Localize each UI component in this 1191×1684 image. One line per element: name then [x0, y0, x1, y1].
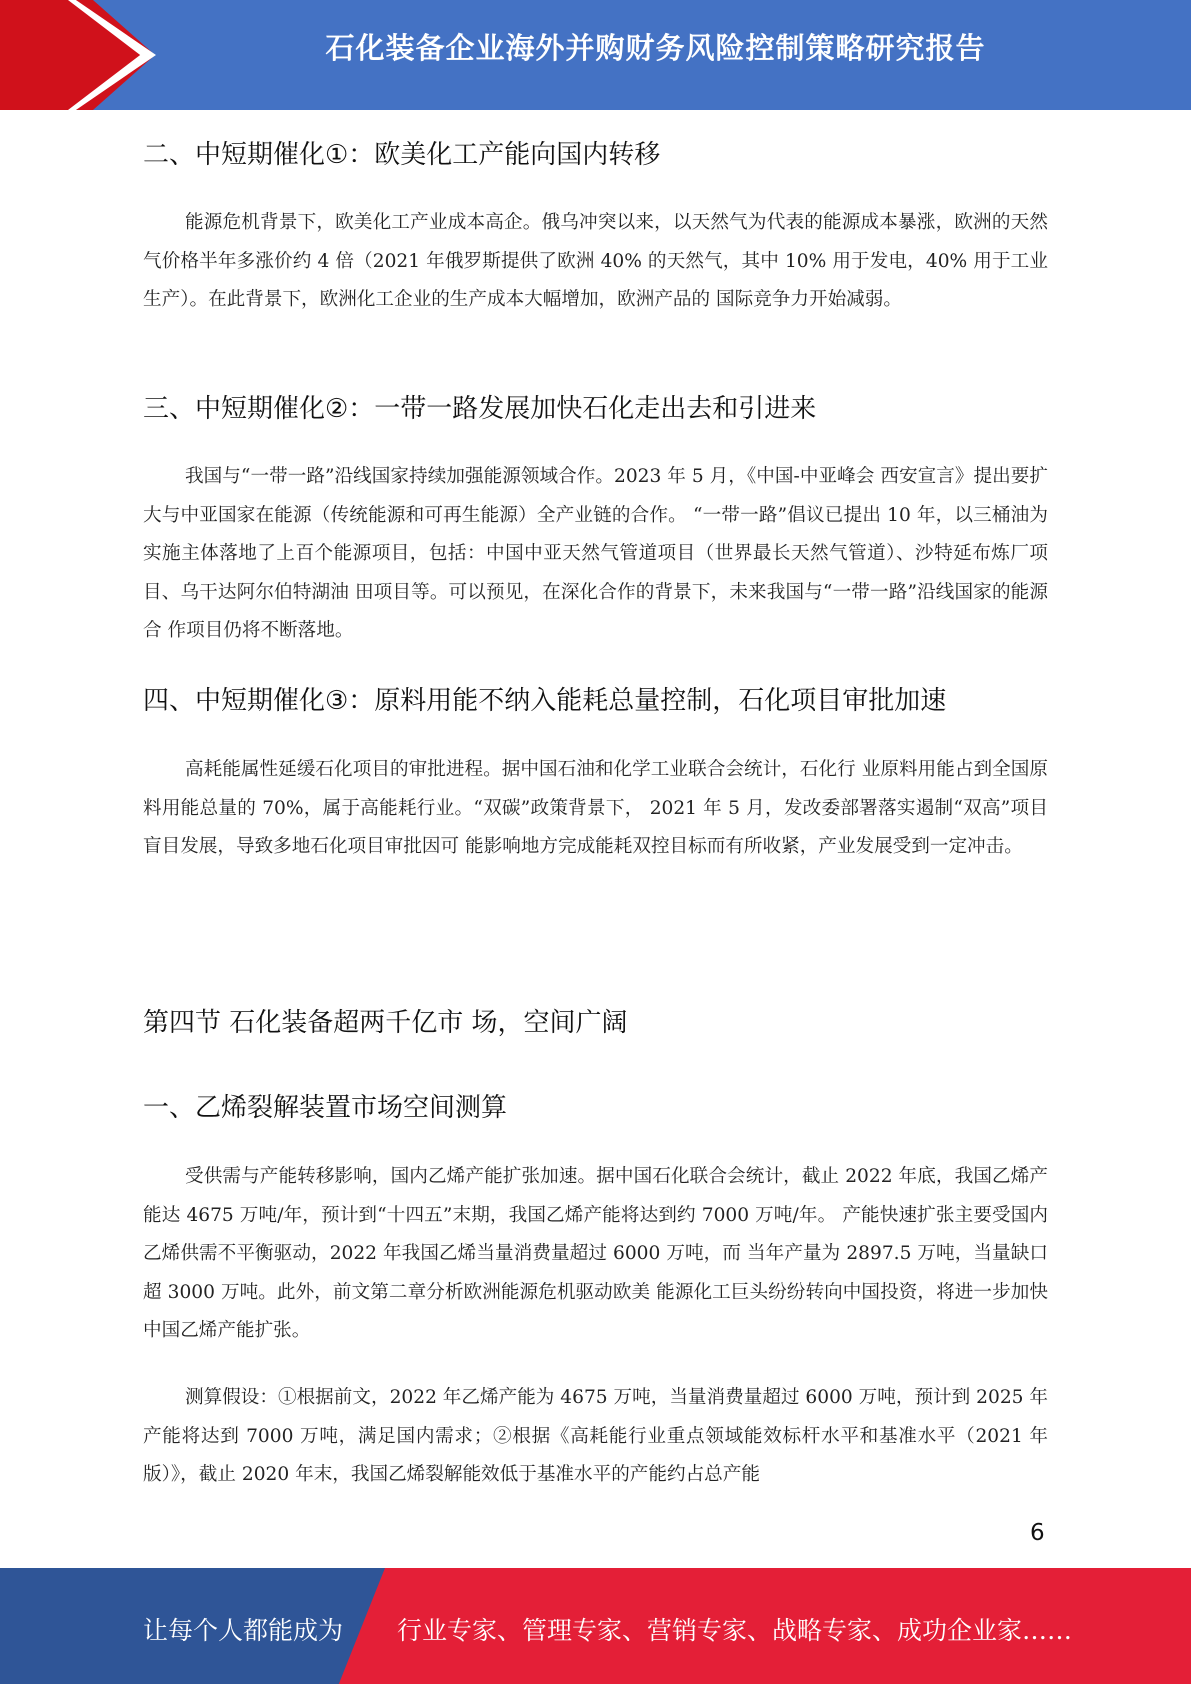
- footer-slogan-left: 让每个人都能成为: [143, 1616, 344, 1645]
- page-header: [0, 0, 1191, 110]
- section-heading-catalyst-3: 四、中短期催化③：原料用能不纳入能耗总量控制，石化项目审批加速: [143, 686, 947, 716]
- page-footer: [0, 1568, 1191, 1684]
- footer-slogan-right: 行业专家、管理专家、营销专家、战略专家、成功企业家……: [397, 1616, 1073, 1645]
- section-heading-catalyst-1: 二、中短期催化①：欧美化工产能向国内转移: [143, 140, 661, 170]
- chapter-heading: 第四节 石化装备超两千亿市 场，空间广阔: [143, 1008, 628, 1038]
- report-title: 石化装备企业海外并购财务风险控制策略研究报告: [325, 31, 986, 65]
- section-paragraph-ethylene-2: 测算假设：①根据前文，2022 年乙烯产能为 4675 万吨，当量消费量超过 6000 万吨，预计到 2025 年产能将达到 7000 万吨，满足国内需求；②根据《高耗能行业重点领域能效标杆水平和基准水平（2021 年版）》，截止 2020 年末，我国乙烯裂解能效低于基准水平的产能约占总产能: [143, 1387, 1048, 1485]
- section-paragraph-catalyst-2: 我国与“一带一路”沿线国家持续加强能源领域合作。2023 年 5 月，《中国-中亚峰会 西安宣言》提出要扩大与中亚国家在能源（传统能源和可再生能源）全产业链的合作。 “一带一路”倡议已提出 10 年，以三桶油为实施主体落地了上百个能源项目，包括：中国中亚天然气管道项目（世界最长天然气管道）、沙特延布炼厂项目、乌干达阿尔伯特湖油 田项目等。可以预见，在深化合作的背景下，未来我国与“一带一路”沿线国家的能源合 作项目仍将不断落地。: [143, 466, 1048, 641]
- section-paragraph-ethylene-1: 受供需与产能转移影响，国内乙烯产能扩张加速。据中国石化联合会统计，截止 2022 年底，我国乙烯产能达 4675 万吨/年，预计到“十四五”末期，我国乙烯产能将达到约 7000 万吨/年。 产能快速扩张主要受国内乙烯供需不平衡驱动，2022 年我国乙烯当量消费量超过 6000 万吨，而 当年产量为 2897.5 万吨，当量缺口超 3000 万吨。此外，前文第二章分析欧洲能源危机驱动欧美 能源化工巨头纷纷转向中国投资，将进一步加快中国乙烯产能扩张。: [143, 1166, 1048, 1341]
- section-heading-ethylene: 一、乙烯裂解装置市场空间测算: [143, 1093, 508, 1123]
- section-paragraph-catalyst-3: 高耗能属性延缓石化项目的审批进程。据中国石油和化学工业联合会统计，石化行 业原料用能占到全国原料用能总量的 70%，属于高能耗行业。“双碳”政策背景下， 2021 年 5 月，发改委部署落实遏制“双高”项目盲目发展，导致多地石化项目审批因可 能影响地方完成能耗双控目标而有所收紧，产业发展受到一定冲击。: [143, 759, 1048, 857]
- section-paragraph-catalyst-1: 能源危机背景下，欧美化工产业成本高企。俄乌冲突以来，以天然气为代表的能源成本暴涨，欧洲的天然气价格半年多涨价约 4 倍（2021 年俄罗斯提供了欧洲 40% 的天然气，其中 10% 用于发电，40% 用于工业生产）。在此背景下，欧洲化工企业的生产成本大幅增加，欧洲产品的 国际竞争力开始减弱。: [143, 212, 1048, 310]
- header-red-arrow: [0, 0, 155, 110]
- page-number: 6: [1030, 1520, 1045, 1546]
- section-heading-catalyst-2: 三、中短期催化②：一带一路发展加快石化走出去和引进来: [143, 394, 817, 424]
